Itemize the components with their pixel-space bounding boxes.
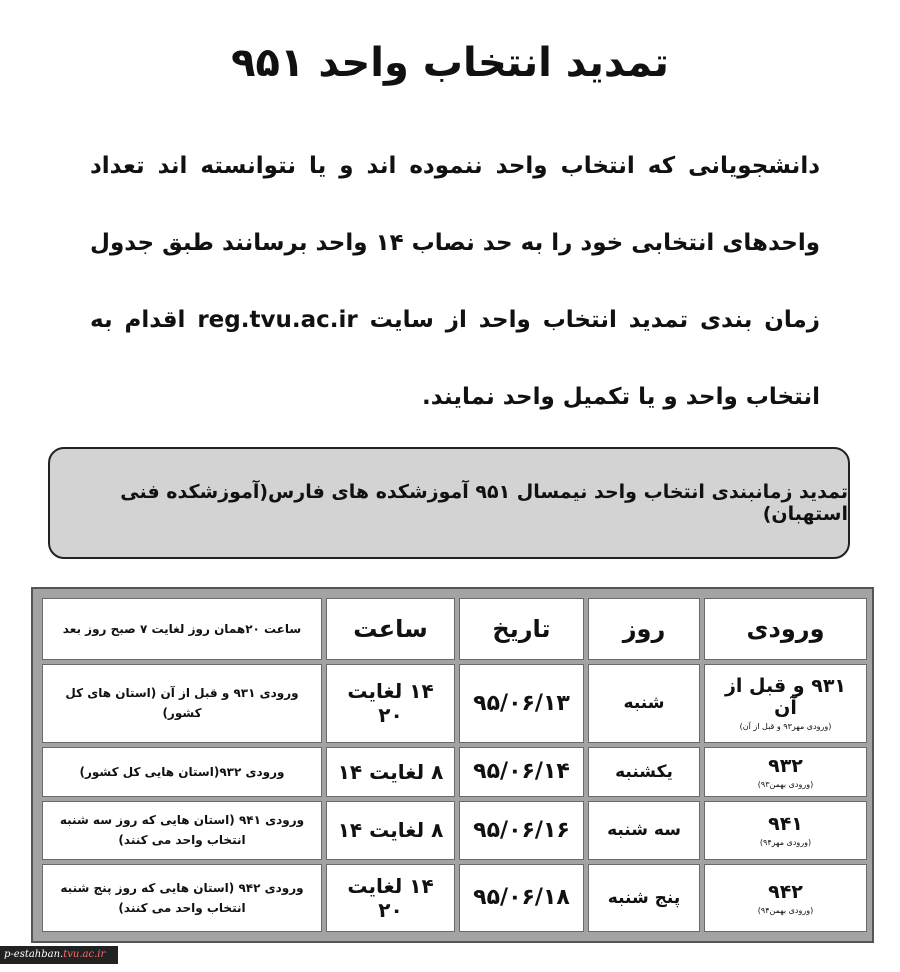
cell-date: ۹۵/۰۶/۱۸ <box>459 864 584 932</box>
cell-day: یکشنبه <box>588 747 700 798</box>
table-header-row <box>42 598 867 660</box>
header-day: روز <box>588 598 700 660</box>
table-row <box>42 664 867 743</box>
cell-entry <box>704 801 867 859</box>
table-row <box>42 747 867 798</box>
entry-code: ۹۳۱ و قبل از آن <box>724 675 847 720</box>
cell-time: ۱۴ لغایت ۲۰ <box>326 664 455 743</box>
entry-subtitle: (ورودی بهمن۹۴) <box>757 905 814 915</box>
schedule-table <box>38 594 871 936</box>
cell-entry <box>704 664 867 743</box>
cell-entry <box>704 864 867 932</box>
cell-date: ۹۵/۰۶/۱۳ <box>459 664 584 743</box>
registration-url: reg.tvu.ac.ir <box>197 307 358 333</box>
header-note: ساعت ۲۰همان روز لغایت ۷ صبح روز بعد <box>42 598 322 660</box>
cell-time: ۱۴ لغایت ۲۰ <box>326 864 455 932</box>
entry-code: ۹۴۱ <box>768 813 803 836</box>
watermark-prefix: p-estahban. <box>4 949 64 960</box>
table-row <box>42 864 867 932</box>
cell-day: شنبه <box>588 664 700 743</box>
watermark-domain: tvu.ac.ir <box>63 949 106 960</box>
site-watermark <box>0 946 118 964</box>
cell-date: ۹۵/۰۶/۱۶ <box>459 801 584 859</box>
cell-date: ۹۵/۰۶/۱۴ <box>459 747 584 798</box>
cell-time: ۸ لغایت ۱۴ <box>326 747 455 798</box>
announcement-paragraph <box>90 128 820 436</box>
announcement-text-start: دانشجویانی که انتخاب واحد ننموده اند و یا نتوانسته اند تعداد واحدهای انتخابی خود را به حد نصاب ۱۴ واحد برسانند طبق جدول زمان بندی تمدید انتخاب واحد از سایت <box>90 153 821 333</box>
table-row <box>42 801 867 859</box>
cell-note: ورودی ۹۴۱ (استان هایی که روز سه شنبه انتخاب واحد می کنند) <box>42 801 322 859</box>
cell-note: ورودی ۹۴۲ (استان هایی که روز پنج شنبه انتخاب واحد می کنند) <box>42 864 322 932</box>
announcement-text-end: اقدام به انتخاب واحد و یا تکمیل واحد نمایند. <box>90 307 820 410</box>
entry-subtitle: (ورودی بهمن۹۳) <box>757 779 814 789</box>
entry-subtitle: (ورودی مهر۹۴) <box>759 838 812 848</box>
cell-day: سه شنبه <box>588 801 700 859</box>
header-time: ساعت <box>326 598 455 660</box>
page-title: تمدید انتخاب واحد ۹۵۱ <box>231 40 669 86</box>
cell-note: ورودی ۹۳۲(استان هایی کل کشور) <box>42 747 322 798</box>
entry-code: ۹۴۲ <box>768 880 803 903</box>
header-entry: ورودی <box>704 598 867 660</box>
cell-day: پنج شنبه <box>588 864 700 932</box>
schedule-banner <box>48 447 850 559</box>
entry-subtitle: (ورودی مهر۹۳ و قبل از آن) <box>739 722 832 732</box>
schedule-table-frame <box>31 587 874 943</box>
cell-time: ۸ لغایت ۱۴ <box>326 801 455 859</box>
cell-entry <box>704 747 867 798</box>
cell-note: ورودی ۹۳۱ و قبل از آن (استان های کل کشور) <box>42 664 322 743</box>
entry-code: ۹۳۲ <box>768 754 803 777</box>
schedule-banner-text: تمدید زمانبندی انتخاب واحد نیمسال ۹۵۱ آموزشکده های فارس(آموزشکده فنی استهبان) <box>120 481 848 525</box>
header-date: تاریخ <box>459 598 584 660</box>
